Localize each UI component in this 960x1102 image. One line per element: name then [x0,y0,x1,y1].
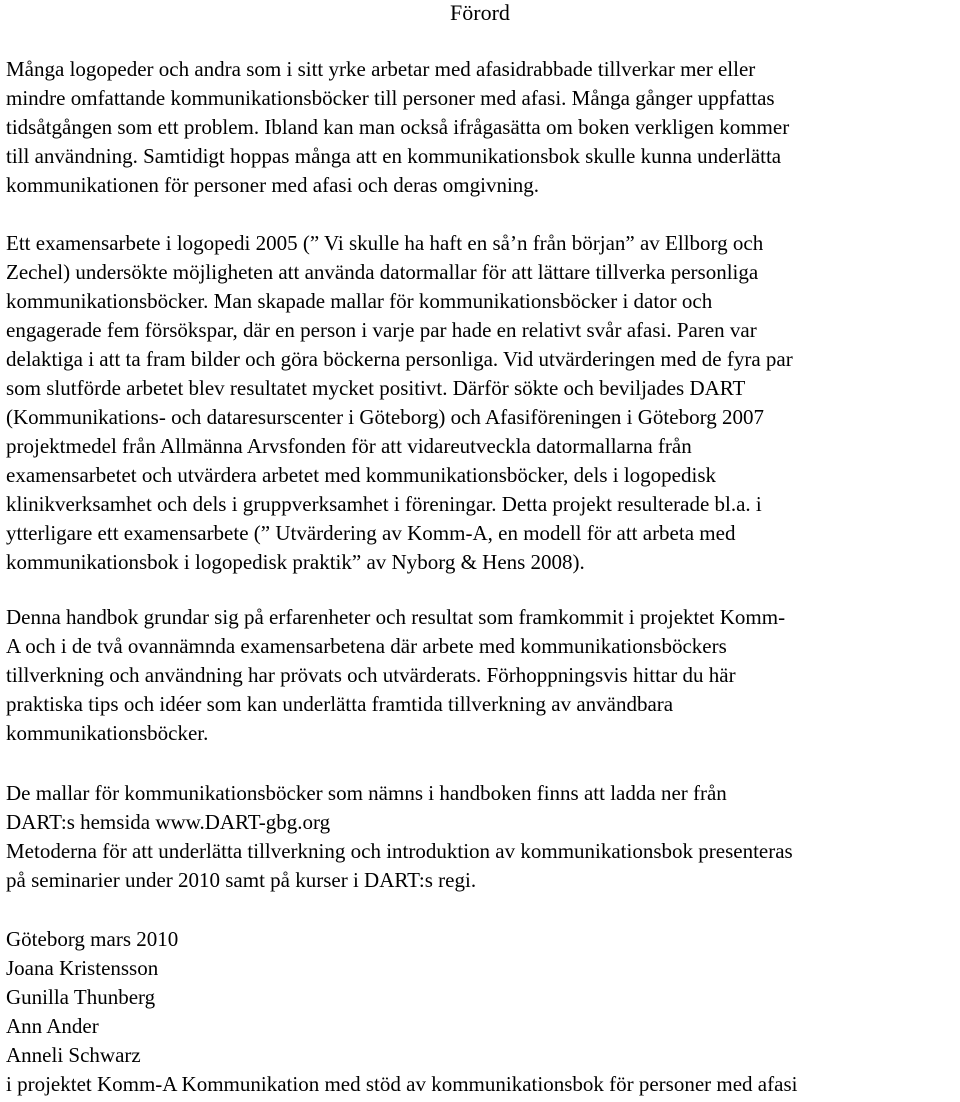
templates-paragraph [6,779,958,895]
text-line: DART:s hemsida www.DART-gbg.org [6,810,331,834]
text-line: på seminarier under 2010 samt på kurser i DART:s regi. [6,868,477,892]
text-line: delaktiga i att ta fram bilder och göra böckerna personliga. Vid utvärderingen med de fyra par [6,347,793,371]
project-affiliation: i projektet Komm-A Kommunikation med stöd av kommunikationsbok för personer med afasi [6,1072,798,1096]
author-name: Anneli Schwarz [6,1043,141,1067]
text-line: projektmedel från Allmänna Arvsfonden för att vidareutveckla datormallarna från [6,434,692,458]
text-line: examensarbetet och utvärdera arbetet med kommunikationsböcker, dels i logopedisk [6,463,717,487]
handbook-paragraph [6,603,958,748]
text-line: engagerade fem försökspar, där en person i varje par hade en relativt svår afasi. Paren var [6,318,757,342]
text-line: ytterligare ett examensarbete (” Utvärdering av Komm-A, en modell för att arbeta med [6,521,736,545]
text-line: kommunikationsböcker. Man skapade mallar för kommunikationsböcker i dator och [6,289,713,313]
signature-block [6,925,958,1099]
text-line: klinikverksamhet och dels i gruppverksamhet i föreningar. Detta projekt resulterade bl.a. i [6,492,762,516]
text-line: kommunikationsböcker. [6,721,209,745]
text-line: tidsåtgången som ett problem. Ibland kan man också ifrågasätta om boken verkligen kommer [6,115,790,139]
author-name: Joana Kristensson [6,956,159,980]
text-line: A och i de två ovannämnda examensarbetena där arbete med kommunikationsböckers [6,634,727,658]
text-line: Ett examensarbete i logopedi 2005 (” Vi skulle ha haft en så’n från början” av Ellborg och [6,231,764,255]
text-line: kommunikationsbok i logopedisk praktik” av Nyborg & Hens 2008). [6,550,585,574]
text-line: Zechel) undersökte möjligheten att använda datormallar för att lättare tillverka personliga [6,260,759,284]
text-line: Metoderna för att underlätta tillverkning och introduktion av kommunikationsbok presenteras [6,839,793,863]
text-line: tillverkning och användning har prövats och utvärderats. Förhoppningsvis hittar du här [6,663,736,687]
text-line: De mallar för kommunikationsböcker som nämns i handboken finns att ladda ner från [6,781,727,805]
author-name: Gunilla Thunberg [6,985,156,1009]
text-line: praktiska tips och idéer som kan underlätta framtida tillverkning av användbara [6,692,674,716]
text-line: som slutförde arbetet blev resultatet mycket positivt. Därför sökte och beviljades DART [6,376,746,400]
text-line: till användning. Samtidigt hoppas många att en kommunikationsbok skulle kunna underlätta [6,144,782,168]
background-paragraph [6,229,958,577]
text-line: kommunikationen för personer med afasi och deras omgivning. [6,173,540,197]
intro-paragraph [6,55,958,200]
text-line: Många logopeder och andra som i sitt yrke arbetar med afasidrabbade tillverkar mer eller [6,57,756,81]
page-title: Förord [450,0,510,25]
text-line: Denna handbok grundar sig på erfarenheter och resultat som framkommit i projektet Komm- [6,605,786,629]
author-name: Ann Ander [6,1014,99,1038]
place-date: Göteborg mars 2010 [6,927,179,951]
text-line: (Kommunikations- och dataresurscenter i Göteborg) och Afasiföreningen i Göteborg 2007 [6,405,764,429]
text-line: mindre omfattande kommunikationsböcker till personer med afasi. Många gånger uppfattas [6,86,775,110]
